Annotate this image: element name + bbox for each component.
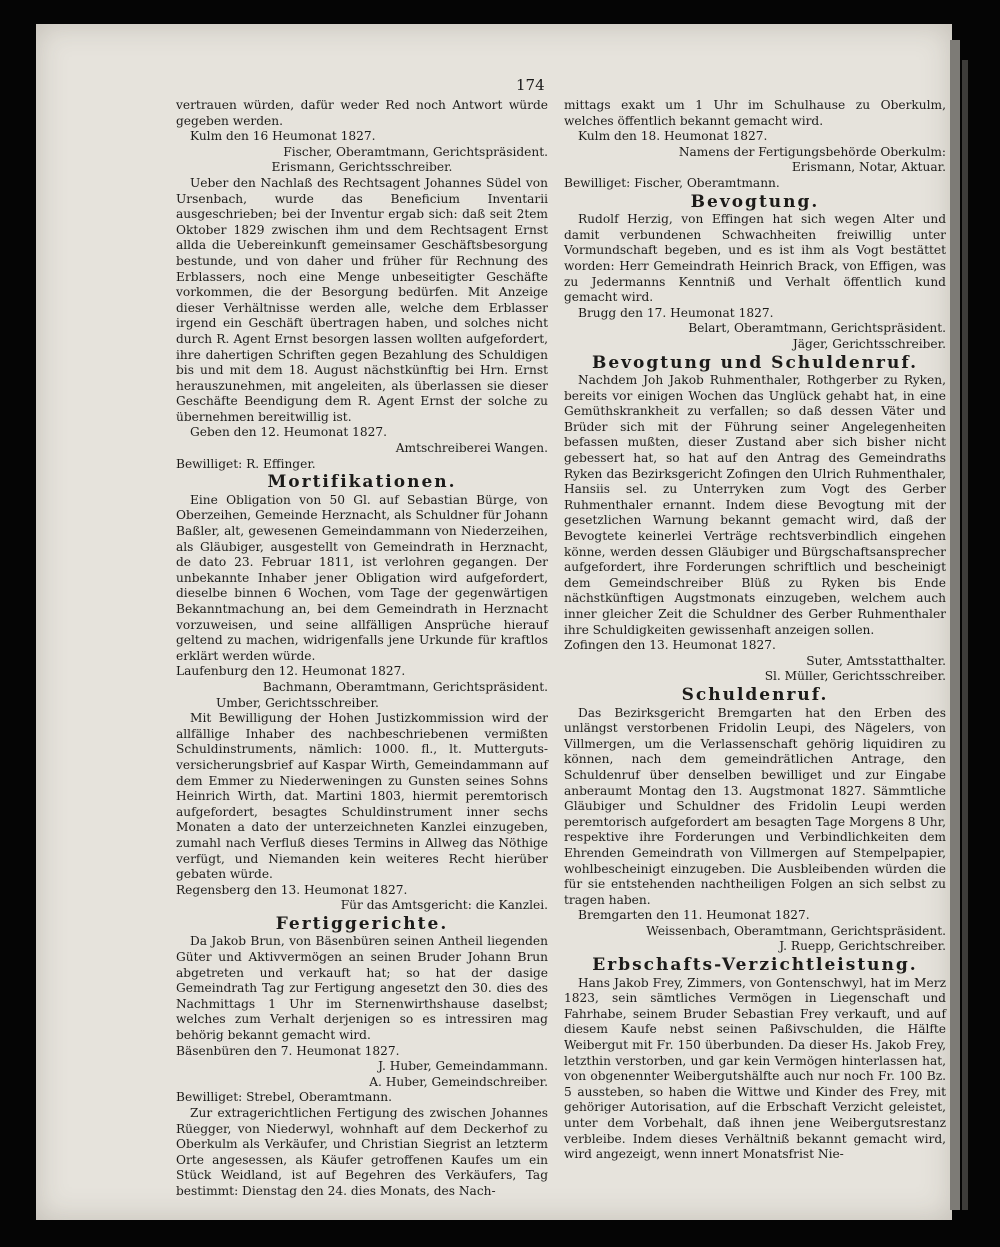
text-paragraph: Mit Bewilligung der Hohen Justizkommission wird der allfällige Inhaber des nachbeschriebenen vermißten Schuldinstruments, nämlich: 1000. fl., lt. Mutterguts-versicherungsbrief auf Kaspar Wirth, Gemeindammann auf dem Emmer zu Niederweningen zu Gunsten seines Sohns Heinrich Wirth, dat. Martini 1803, hiermit peremtorisch aufgefordert, besagtes Schuldinstrument inner sechs Monaten a dato der unterzeichneten Kanzlei einzugeben, zumahl nach Verfluß dieses Termins in Allweg das Nöthige verfügt, und Niemanden kein weiteres Recht hierüber gebaten würde. <box>176 711 548 882</box>
newspaper-page <box>36 24 952 1220</box>
text-paragraph: Brugg den 17. Heumonat 1827. <box>578 305 774 320</box>
text-paragraph: vertrauen würden, dafür weder Red noch Antwort würde gegeben werden. <box>176 98 548 128</box>
text-paragraph: Weissenbach, Oberamtmann, Gerichtspräsident. <box>646 923 946 938</box>
right-column <box>564 98 946 1163</box>
text-paragraph: Zofingen den 13. Heumonat 1827. <box>564 638 776 653</box>
section-heading: Mortifikationen. <box>267 472 457 493</box>
text-paragraph: Nachdem Joh Jakob Ruhmenthaler, Rothgerber zu Ryken, bereits vor einigen Wochen das Unglück gehabt hat, in eine Gemüthskrankheit zu verfallen; so daß dessen Väter und Brüder sich mit der Führung seiner Angelegenheiten befassen mußten, dieser Zustand aber sich bisher nicht gebessert hat, so hat auf den Antrag des Gemeindraths Ryken das Bezirksgericht Zofingen den Ulrich Ruhmenthaler, Hansiis sel. zu Unterryken zum Vogt des Gerber Ruhmenthaler ernannt. Indem diese Bevogtung mit der gesetzlichen Warnung bekannt gemacht wird, daß der Bevogtete keinerlei Verträge rechtsverbindlich eingehen könne, werden dessen Gläubiger und Bürgschaftsansprecher aufgefordert, ihre Forderungen schriftlich und bescheinigt dem Gemeindschreiber Blüß zu Ryken bis Ende nächstkünftigen Augstmonats einzugeben, welchem auch inner gleicher Zeit die Schuldner des Gerber Ruhmenthaler ihre Schuldigkeiten gewissenhaft anzeigen sollen. <box>564 373 946 637</box>
text-paragraph: Namens der Fertigungsbehörde Oberkulm: <box>678 144 946 159</box>
text-paragraph: Bewilliget: Fischer, Oberamtmann. <box>564 175 780 190</box>
text-paragraph: Eine Obligation von 50 Gl. auf Sebastian Bürge, von Oberzeihen, Gemeinde Herznacht, als Schuldner für Johann Baßler, alt, gewesenen Gemeindammann von Niederzeihen, als Gläubiger, ausgestellt von Gemeindrath in Herznacht, de dato 23. Februar 1811, ist verlohren gegangen. Der unbekannte Inhaber jener Obligation wird aufgefordert, dieselbe binnen 6 Wochen, vom Tage der gegenwärtigen Bekanntmachung an, bei dem Gemeindrath in Herznacht vorzuweisen, und seine allfälligen Ansprüche hierauf geltend zu machen, widrigenfalls jene Urkunde für kraftlos erklärt werden würde. <box>176 492 548 663</box>
text-paragraph: Erismann, Notar, Aktuar. <box>791 160 946 175</box>
text-paragraph: Bäsenbüren den 7. Heumonat 1827. <box>176 1043 400 1058</box>
text-paragraph: Fischer, Oberamtmann, Gerichtspräsident. <box>283 144 548 159</box>
text-paragraph: Laufenburg den 12. Heumonat 1827. <box>176 664 406 679</box>
text-paragraph: Jäger, Gerichtsschreiber. <box>792 336 946 351</box>
text-paragraph: Rudolf Herzig, von Effingen hat sich wegen Alter und damit verbundenen Schwachheiten freiwillig unter Vormundschaft begeben, und es ist ihm als Vogt bestättet worden: Herr Gemeindrath Heinrich Brack, von Effigen, was zu Jedermanns Kenntniß und Verhalt öffentlich kund gemacht wird. <box>564 212 946 305</box>
text-paragraph: Geben den 12. Heumonat 1827. <box>190 425 388 440</box>
section-heading: Fertiggerichte. <box>275 913 449 934</box>
section-heading: Schuldenruf. <box>681 684 829 705</box>
text-paragraph: Ueber den Nachlaß des Rechtsagent Johannes Südel von Ursenbach, wurde das Beneficium Inventarii ausgeschrieben; bei der Inventur ergab sich: daß seit 2tem Oktober 1829 zwischen ihm und dem Rechtsagent Ernst allda die Uebereinkunft gemeinsamer Geschäftsbesorgung bestunde, und von daher und früher für Rechnung des Erblassers, noch eine Menge unbeseitigter Geschäfte vorkommen, die der Besorgung bedürfen. Mit Anzeige dieser Verhältnisse werden alle, welche dem Erblasser irgend ein Geschäft übertragen haben, und solches nicht durch R. Agent Ernst besorgen lassen wollten aufgefordert, ihre dahertigen Schriften gegen Bezahlung des Schuldigen bis und mit dem 18. August nächstkünftig bei Hrn. Ernst herauszunehmen, mit angeleiten, als überlassen sie dieser Geschäfte Beendigung dem R. Agent Ernst der solche zu übernehmen bereitwillig ist. <box>176 175 548 424</box>
text-paragraph: Belart, Oberamtmann, Gerichtspräsident. <box>688 321 946 336</box>
text-paragraph: J. Huber, Gemeindammann. <box>378 1059 548 1074</box>
text-paragraph: Das Bezirksgericht Bremgarten hat den Erben des unlängst verstorbenen Fridolin Leupi, des Nägelers, von Villmergen, um die Verlassenschaft gehörig liquidiren zu können, nach dem gemeindrätlichen Antrage, den Schuldenruf über denselben bewilliget und zur Eingabe anberaumt Montag den 13. Augstmonat 1827. Sämmtliche Gläubiger und Schuldner des Fridolin Leupi werden peremtorisch aufgefordert am besagten Tage Morgens 8 Uhr, respektive ihre Forderungen und Verbindlichkeiten dem Ehrenden Gemeindrath von Villmergen auf Stempelpapier, wohlbescheinigt einzugeben. Die Ausbleibenden würden die für sie entstehenden nachtheiligen Folgen an sich selbst zu tragen haben. <box>564 705 946 907</box>
text-paragraph: Bewilliget: Strebel, Oberamtmann. <box>176 1090 392 1105</box>
text-paragraph: Hans Jakob Frey, Zimmers, von Gontenschwyl, hat im Merz 1823, sein sämtliches Vermögen in Liegenschaft und Fahrhabe, seinem Bruder Sebastian Frey verkauft, und auf diesem Kaufe nebst seinen Paßivschulden, die Hälfte Weibergut mit Fr. 150 überbunden. Da dieser Hs. Jakob Frey, letzthin verstorben, und gar kein Vermögen hinterlassen hat, von obgenennter Weibergutshälfte auch nur noch Fr. 100 Bz. 5 aussteben, so haben die Wittwe und Kinder des Frey, mit gehöriger Autorisation, auf die Erbschaft Verzicht geleistet, unter dem Vorbehalt, daß ihnen jene Weibergutsrestanz verbleibe. Indem dieses Verhältniß bekannt gemacht wird, wird angezeigt, wenn innert Monatsfrist Nie- <box>564 975 946 1162</box>
text-paragraph: Regensberg den 13. Heumonat 1827. <box>176 882 408 897</box>
text-paragraph: Erismann, Gerichtsschreiber. <box>271 160 453 175</box>
page-number: 174 <box>516 76 545 94</box>
text-paragraph: Zur extragerichtlichen Fertigung des zwischen Johannes Rüegger, von Niederwyl, wohnhaft auf dem Deckerhof zu Oberkulm als Verkäufer, und Christian Siegrist an letzterm Orte angesessen, als Käufer getroffenen Kaufes um ein Stück Weidland, ist auf Begehren des Verkäufers, Tag bestimmt: Dienstag den 24. dies Monats, des Nach- <box>176 1106 548 1198</box>
text-paragraph: Kulm den 16 Heumonat 1827. <box>190 129 376 144</box>
text-paragraph: Kulm den 18. Heumonat 1827. <box>578 129 768 144</box>
section-heading: Erbschafts-Verzichtleistung. <box>592 955 918 976</box>
text-paragraph: mittags exakt um 1 Uhr im Schulhause zu Oberkulm, welches öffentlich bekannt gemacht wird. <box>564 98 946 128</box>
text-paragraph: Amtschreiberei Wangen. <box>395 441 548 456</box>
section-heading: Bevogtung und Schuldenruf. <box>591 352 918 373</box>
text-paragraph: Bachmann, Oberamtmann, Gerichtspräsident. <box>262 679 548 694</box>
page-edge <box>950 40 960 1210</box>
left-column <box>176 98 548 1200</box>
text-paragraph: J. Ruepp, Gerichtschreiber. <box>779 939 946 954</box>
text-paragraph: Umber, Gerichtsschreiber. <box>216 695 379 710</box>
text-paragraph: Bremgarten den 11. Heumonat 1827. <box>578 908 810 923</box>
text-paragraph: Da Jakob Brun, von Bäsenbüren seinen Antheil liegenden Güter und Aktivvermögen an seinen Bruder Johann Brun abgetreten und verkauft hat; so hat der dasige Gemeindrath Tag zur Fertigung angesetzt den 30. dies des Nachmittags 1 Uhr im Sternenwirthshause daselbst; welches zum Verhalt derjenigen so es intressiren mag behörig bekannt gemacht wird. <box>176 934 548 1043</box>
text-paragraph: A. Huber, Gemeindschreiber. <box>369 1074 548 1089</box>
section-heading: Bevogtung. <box>690 191 820 212</box>
page-edge-shadow <box>962 60 968 1210</box>
text-paragraph: Für das Amtsgericht: die Kanzlei. <box>340 898 548 913</box>
text-paragraph: Bewilliget: R. Effinger. <box>176 456 316 471</box>
text-paragraph: Sl. Müller, Gerichtsschreiber. <box>764 669 946 684</box>
text-paragraph: Suter, Amtsstatthalter. <box>806 653 946 668</box>
